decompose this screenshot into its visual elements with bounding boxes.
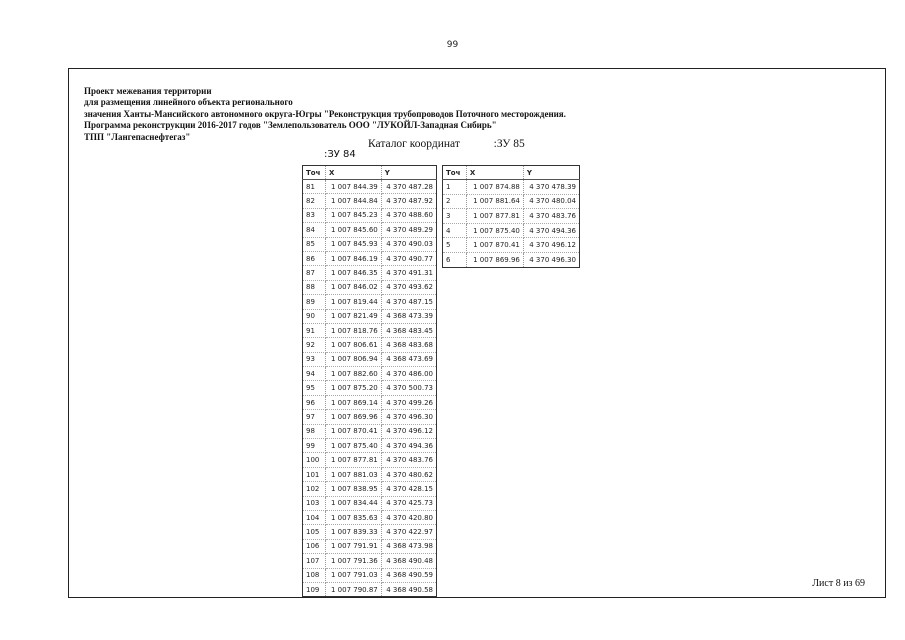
table-row (303, 208, 437, 222)
table-row (303, 309, 437, 323)
point-number-cell: 85 (303, 237, 326, 251)
point-number-cell: 3 (443, 209, 467, 224)
table-header-row (443, 166, 580, 180)
point-number-cell: 84 (303, 223, 326, 237)
x-coordinate-cell: 1 007 881.03 (325, 467, 381, 481)
x-coordinate-cell: 1 007 821.49 (325, 309, 381, 323)
y-coordinate-cell: 4 370 499.26 (381, 395, 436, 409)
x-coordinate-cell: 1 007 869.14 (325, 395, 381, 409)
x-coordinate-cell: 1 007 806.61 (325, 338, 381, 352)
table-row (303, 554, 437, 568)
y-coordinate-cell: 4 370 491.31 (381, 266, 436, 280)
point-number-cell: 96 (303, 395, 326, 409)
point-number-cell: 4 (443, 223, 467, 238)
x-coordinate-cell: 1 007 877.81 (466, 209, 523, 224)
point-number-cell: 106 (303, 539, 326, 553)
table-row (303, 582, 437, 596)
x-coordinate-cell: 1 007 791.03 (325, 568, 381, 582)
table-row (303, 424, 437, 438)
point-number-cell: 93 (303, 352, 326, 366)
table-row (303, 510, 437, 524)
sheet-counter: Лист 8 из 69 (812, 578, 865, 589)
point-number-cell: 87 (303, 266, 326, 280)
x-coordinate-cell: 1 007 818.76 (325, 323, 381, 337)
zu84-label: :ЗУ 84 (324, 149, 356, 160)
point-number-cell: 2 (443, 194, 467, 209)
table-row (303, 482, 437, 496)
y-coordinate-cell: 4 370 493.62 (381, 280, 436, 294)
x-coordinate-cell: 1 007 875.40 (466, 223, 523, 238)
x-coordinate-cell: 1 007 846.35 (325, 266, 381, 280)
y-coordinate-cell: 4 370 483.76 (381, 453, 436, 467)
catalog-title (368, 138, 525, 150)
y-coordinate-cell: 4 370 428.15 (381, 482, 436, 496)
x-coordinate-cell: 1 007 791.91 (325, 539, 381, 553)
x-coordinate-cell: 1 007 834.44 (325, 496, 381, 510)
table-row (303, 525, 437, 539)
y-coordinate-cell: 4 370 496.12 (523, 238, 579, 253)
header-line-1: Проект межевания территории (84, 86, 212, 96)
table-row (443, 238, 580, 253)
x-coordinate-cell: 1 007 819.44 (325, 295, 381, 309)
y-coordinate-cell: 4 370 494.36 (523, 223, 579, 238)
table-row (303, 352, 437, 366)
y-coordinate-cell: 4 368 473.98 (381, 539, 436, 553)
table-row (303, 453, 437, 467)
point-number-cell: 104 (303, 510, 326, 524)
y-coordinate-cell: 4 370 487.28 (381, 180, 436, 194)
table-row (443, 180, 580, 195)
x-coordinate-cell: 1 007 875.40 (325, 439, 381, 453)
catalog-title-text: Каталог координат (368, 138, 460, 150)
y-coordinate-cell: 4 370 478.39 (523, 180, 579, 195)
table-row (303, 237, 437, 251)
y-coordinate-cell: 4 370 480.04 (523, 194, 579, 209)
y-coordinate-cell: 4 370 490.03 (381, 237, 436, 251)
point-number-cell: 92 (303, 338, 326, 352)
point-number-cell: 109 (303, 582, 326, 596)
point-number-cell: 101 (303, 467, 326, 481)
y-coordinate-cell: 4 370 487.92 (381, 194, 436, 208)
table-row (443, 252, 580, 267)
x-coordinate-cell: 1 007 846.02 (325, 280, 381, 294)
x-coordinate-cell: 1 007 875.20 (325, 381, 381, 395)
coordinates-table-zu84 (302, 165, 437, 597)
x-coordinate-cell: 1 007 839.33 (325, 525, 381, 539)
y-coordinate-cell: 4 370 425.73 (381, 496, 436, 510)
table-row (303, 439, 437, 453)
header-line-2: для размещения линейного объекта регионального (84, 97, 293, 108)
point-number-cell: 99 (303, 439, 326, 453)
y-coordinate-cell: 4 370 483.76 (523, 209, 579, 224)
y-coordinate-cell: 4 370 490.77 (381, 251, 436, 265)
x-coordinate-cell: 1 007 845.60 (325, 223, 381, 237)
point-number-cell: 94 (303, 367, 326, 381)
point-number-cell: 95 (303, 381, 326, 395)
y-coordinate-cell: 4 370 488.60 (381, 208, 436, 222)
table-row (303, 280, 437, 294)
point-number-cell: 98 (303, 424, 326, 438)
table-row (303, 251, 437, 265)
table-row (303, 338, 437, 352)
y-coordinate-cell: 4 368 473.39 (381, 309, 436, 323)
y-coordinate-cell: 4 370 420.80 (381, 510, 436, 524)
x-coordinate-cell: 1 007 844.84 (325, 194, 381, 208)
y-coordinate-cell: 4 370 480.62 (381, 467, 436, 481)
point-number-cell: 90 (303, 309, 326, 323)
x-coordinate-cell: 1 007 844.39 (325, 180, 381, 194)
table-row (303, 223, 437, 237)
column-header-x: X (466, 166, 523, 180)
table-row (303, 410, 437, 424)
point-number-cell: 83 (303, 208, 326, 222)
point-number-cell: 6 (443, 252, 467, 267)
x-coordinate-cell: 1 007 870.41 (466, 238, 523, 253)
x-coordinate-cell: 1 007 869.96 (466, 252, 523, 267)
point-number-cell: 107 (303, 554, 326, 568)
x-coordinate-cell: 1 007 846.19 (325, 251, 381, 265)
table-row (303, 381, 437, 395)
y-coordinate-cell: 4 368 483.45 (381, 323, 436, 337)
point-number-cell: 108 (303, 568, 326, 582)
project-header (84, 86, 566, 143)
y-coordinate-cell: 4 370 496.30 (381, 410, 436, 424)
clipped-label-fragment (503, 157, 539, 161)
column-header-point: Точ (303, 166, 326, 180)
table-row (303, 568, 437, 582)
y-coordinate-cell: 4 370 422.97 (381, 525, 436, 539)
y-coordinate-cell: 4 370 494.36 (381, 439, 436, 453)
table-body (303, 180, 437, 597)
y-coordinate-cell: 4 370 496.12 (381, 424, 436, 438)
table-row (303, 467, 437, 481)
y-coordinate-cell: 4 368 490.59 (381, 568, 436, 582)
table-row (303, 539, 437, 553)
table-row (443, 223, 580, 238)
table-row (303, 496, 437, 510)
x-coordinate-cell: 1 007 881.64 (466, 194, 523, 209)
point-number-cell: 103 (303, 496, 326, 510)
y-coordinate-cell: 4 370 486.00 (381, 367, 436, 381)
point-number-cell: 1 (443, 180, 467, 195)
y-coordinate-cell: 4 370 496.30 (523, 252, 579, 267)
column-header-point: Точ (443, 166, 467, 180)
y-coordinate-cell: 4 370 500.73 (381, 381, 436, 395)
table-header-row (303, 166, 437, 180)
x-coordinate-cell: 1 007 835.63 (325, 510, 381, 524)
x-coordinate-cell: 1 007 790.87 (325, 582, 381, 596)
point-number-cell: 105 (303, 525, 326, 539)
x-coordinate-cell: 1 007 838.95 (325, 482, 381, 496)
point-number-cell: 82 (303, 194, 326, 208)
y-coordinate-cell: 4 368 483.68 (381, 338, 436, 352)
point-number-cell: 102 (303, 482, 326, 496)
x-coordinate-cell: 1 007 791.36 (325, 554, 381, 568)
x-coordinate-cell: 1 007 874.88 (466, 180, 523, 195)
x-coordinate-cell: 1 007 877.81 (325, 453, 381, 467)
header-line-5: ТПП "Лангепаснефтегаз" (84, 131, 191, 142)
x-coordinate-cell: 1 007 882.60 (325, 367, 381, 381)
table-row (443, 194, 580, 209)
point-number-cell: 88 (303, 280, 326, 294)
table-row (303, 395, 437, 409)
table-row (303, 295, 437, 309)
x-coordinate-cell: 1 007 845.23 (325, 208, 381, 222)
point-number-cell: 91 (303, 323, 326, 337)
table-row (303, 266, 437, 280)
column-header-x: X (325, 166, 381, 180)
point-number-cell: 89 (303, 295, 326, 309)
table-row (443, 209, 580, 224)
table-row (303, 367, 437, 381)
catalog-zu85-label: :ЗУ 85 (493, 138, 525, 150)
table-body (443, 180, 580, 268)
column-header-y: Y (523, 166, 579, 180)
column-header-y: Y (381, 166, 436, 180)
header-line-4: Программа реконструкции 2016-2017 годов "Землепользователь ООО "ЛУКОЙЛ-Западная Сибирь" (84, 120, 497, 131)
y-coordinate-cell: 4 368 473.69 (381, 352, 436, 366)
x-coordinate-cell: 1 007 869.96 (325, 410, 381, 424)
y-coordinate-cell: 4 368 490.58 (381, 582, 436, 596)
y-coordinate-cell: 4 370 489.29 (381, 223, 436, 237)
point-number-cell: 81 (303, 180, 326, 194)
point-number-cell: 86 (303, 251, 326, 265)
x-coordinate-cell: 1 007 870.41 (325, 424, 381, 438)
coordinates-table-zu85 (442, 165, 580, 268)
table-row (303, 180, 437, 194)
x-coordinate-cell: 1 007 806.94 (325, 352, 381, 366)
point-number-cell: 5 (443, 238, 467, 253)
table-row (303, 194, 437, 208)
point-number-cell: 100 (303, 453, 326, 467)
point-number-cell: 97 (303, 410, 326, 424)
y-coordinate-cell: 4 368 490.48 (381, 554, 436, 568)
y-coordinate-cell: 4 370 487.15 (381, 295, 436, 309)
x-coordinate-cell: 1 007 845.93 (325, 237, 381, 251)
page-number: 99 (446, 40, 459, 50)
header-line-3: значения Ханты-Мансийского автономного округа-Югры "Реконструкция трубопроводов Поточного месторождения. (84, 108, 566, 119)
table-row (303, 323, 437, 337)
